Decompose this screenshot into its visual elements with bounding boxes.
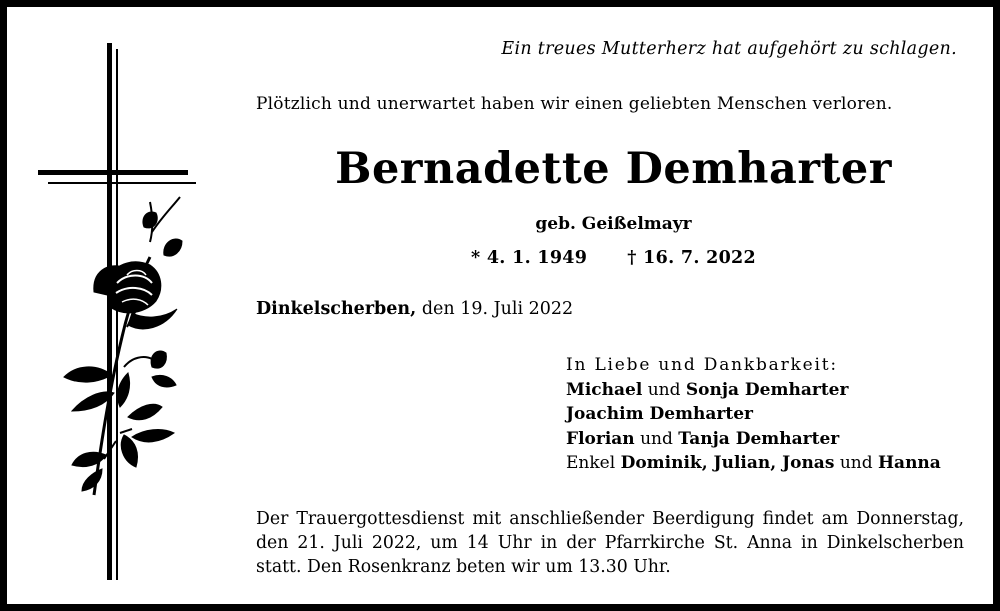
deceased-name: Bernadette Demharter — [335, 144, 892, 194]
place-town: Dinkelscherben, — [256, 299, 417, 319]
conjunction: und — [640, 428, 673, 449]
death-date: † 16. 7. 2022 — [627, 248, 757, 268]
funeral-notice: Der Trauergottesdienst mit anschließender Beerdigung findet am Donnerstag, den 21. Juli 2022, um 14 Uhr in der Pfarrkirche St. Anna in Dinkelscherben statt. Den Rosenkranz beten wir um 13.30 Uhr. — [256, 509, 964, 577]
mourners-heading: In Liebe und Dankbarkeit: — [566, 355, 838, 375]
mourner-name: Florian — [566, 428, 635, 449]
motto: Ein treues Mutterherz hat aufgehört zu schlagen. — [501, 39, 957, 59]
conjunction: und — [839, 453, 873, 473]
maiden-name: geb. Geißelmayr — [535, 214, 692, 234]
mourner-name: Hanna — [878, 453, 941, 473]
mourner-line — [566, 427, 941, 452]
grandchildren-label: Enkel — [566, 453, 616, 473]
intro-text: Plötzlich und unerwartet haben wir einen geliebten Menschen verloren. — [256, 94, 893, 114]
cross-with-rose-artwork — [32, 37, 212, 587]
mourner-line — [566, 402, 941, 427]
mourner-line — [566, 378, 941, 403]
mourner-name: Tanja Demharter — [678, 428, 840, 449]
birth-date: * 4. 1. 1949 — [470, 248, 588, 268]
mourner-name: Dominik, Julian, Jonas — [620, 453, 835, 473]
mourner-name: Sonja Demharter — [685, 379, 849, 400]
mourner-name: Joachim Demharter — [566, 404, 753, 424]
rose-icon — [64, 197, 182, 495]
place-and-date — [256, 299, 573, 319]
mourners-block — [566, 353, 941, 476]
mourner-name: Michael — [566, 379, 643, 400]
life-dates — [256, 248, 971, 268]
mourner-line — [566, 451, 941, 476]
conjunction: und — [647, 379, 681, 400]
place-date: den 19. Juli 2022 — [421, 299, 574, 319]
